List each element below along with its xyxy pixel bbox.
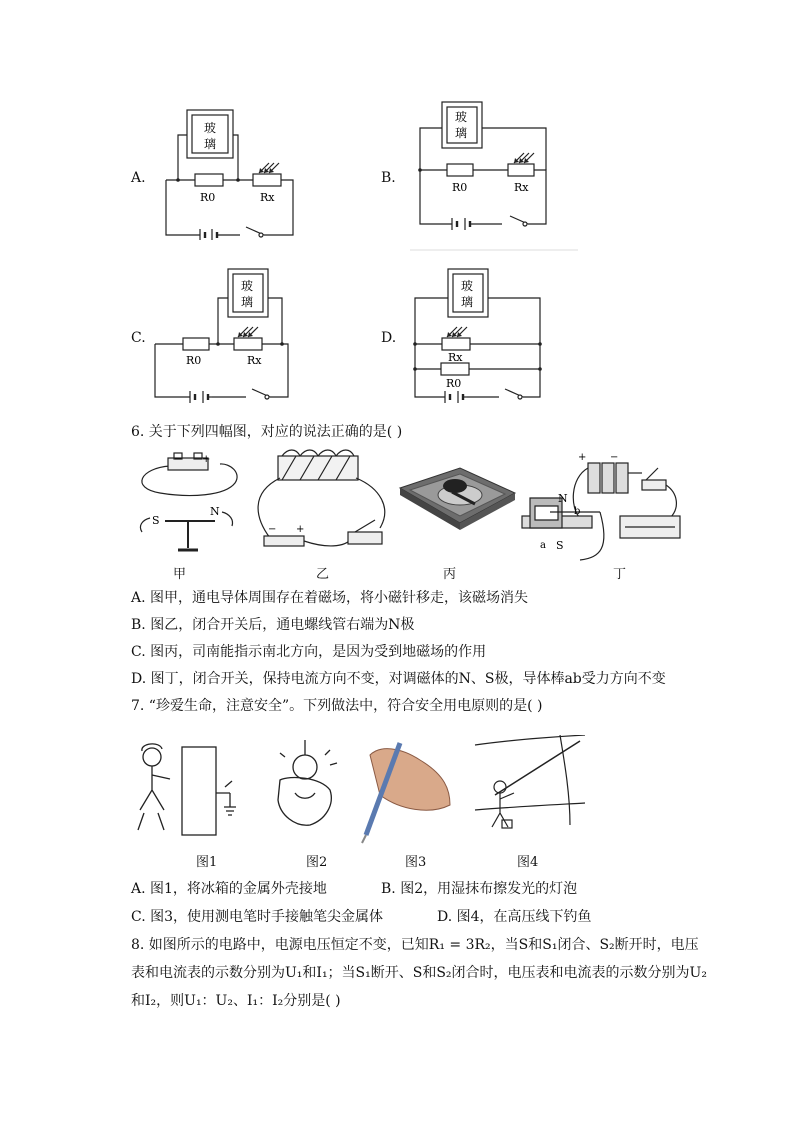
fig-ding-b: b xyxy=(574,506,581,517)
r0-label-c: R0 xyxy=(186,354,202,367)
fig-ding-plus: + xyxy=(578,452,587,463)
fig-jia-n: N xyxy=(210,505,220,518)
fig-ding-s: S xyxy=(556,539,564,552)
option-c-letter[interactable]: C. xyxy=(131,330,146,346)
glass-text-a1: 玻 xyxy=(204,121,217,135)
figure-jia xyxy=(140,453,237,550)
circuit-b xyxy=(410,100,580,255)
glass-text-c1: 玻 xyxy=(241,279,254,293)
glass-text-a2: 璃 xyxy=(204,137,217,151)
q8-line-3: 和I₂，则U₁：U₂、I₁：I₂分别是( ) xyxy=(131,993,341,1009)
fig-yi-minus: − xyxy=(268,524,277,535)
q7-option-b[interactable]: B. 图2，用湿抹布擦发光的灯泡 xyxy=(381,881,578,897)
q6-stem: 6. 关于下列四幅图，对应的说法正确的是( ) xyxy=(131,424,403,440)
glass-text-c2: 璃 xyxy=(241,295,254,309)
glass-text-b1: 玻 xyxy=(455,110,468,124)
circuit-a xyxy=(160,105,300,240)
q6-option-d[interactable]: D. 图丁，闭合开关，保持电流方向不变，对调磁体的N、S极，导体棒ab受力方向不变 xyxy=(131,671,666,687)
q6-label-jia: 甲 xyxy=(173,567,187,582)
q7-label-1: 图1 xyxy=(196,855,218,870)
glass-text-d2: 璃 xyxy=(461,295,474,309)
fig-ding-a: a xyxy=(540,540,546,551)
q6-label-bing: 丙 xyxy=(443,567,457,582)
option-d-letter[interactable]: D. xyxy=(381,330,397,346)
rx-label-c: Rx xyxy=(247,354,262,367)
q7-figures xyxy=(130,735,600,845)
r0-label-a: R0 xyxy=(200,191,216,204)
q7-option-a[interactable]: A. 图1，将冰箱的金属外壳接地 xyxy=(131,881,327,897)
figure-4 xyxy=(475,735,585,828)
q7-option-d[interactable]: D. 图4，在高压线下钓鱼 xyxy=(437,909,592,925)
q8-line-1: 8. 如图所示的电路中，电源电压恒定不变，已知R₁ = 3R₂，当S和S₁闭合、S₂断开时，电压 xyxy=(131,937,699,953)
fig-ding-minus: − xyxy=(610,452,619,463)
r0-label-d: R0 xyxy=(446,377,462,390)
q6-label-yi: 乙 xyxy=(316,567,330,582)
option-a-letter[interactable]: A. xyxy=(131,170,146,186)
r0-label-b: R0 xyxy=(452,181,468,194)
fig-jia-minus: − xyxy=(174,454,183,465)
fig-jia-plus: + xyxy=(202,454,211,465)
q7-label-4: 图4 xyxy=(517,855,539,870)
rx-label-b: Rx xyxy=(514,181,529,194)
circuit-c xyxy=(150,266,300,416)
glass-text-b2: 璃 xyxy=(455,126,468,140)
rx-label-d: Rx xyxy=(448,351,463,364)
option-b-letter[interactable]: B. xyxy=(381,170,396,186)
fig-jia-s: S xyxy=(152,514,160,527)
figure-yi xyxy=(258,450,385,546)
figure-3 xyxy=(362,743,450,843)
figure-2 xyxy=(278,740,337,825)
q7-stem: 7. “珍爱生命，注意安全”。下列做法中，符合安全用电原则的是( ) xyxy=(131,698,543,714)
fig-ding-n: N xyxy=(558,492,568,505)
rx-label-a: Rx xyxy=(260,191,275,204)
q7-label-3: 图3 xyxy=(405,855,427,870)
figure-1 xyxy=(138,744,236,835)
q6-option-b[interactable]: B. 图乙，闭合开关后，通电螺线管右端为N极 xyxy=(131,617,415,633)
q8-line-2: 表和电流表的示数分别为U₁和I₁；当S₁断开、S和S₂闭合时，电压表和电流表的示数分别为U₂ xyxy=(131,965,707,981)
glass-text-d1: 玻 xyxy=(461,279,474,293)
fig-yi-plus: + xyxy=(296,524,305,535)
circuit-d xyxy=(405,266,550,416)
q6-label-ding: 丁 xyxy=(613,567,627,582)
q7-option-c[interactable]: C. 图3，使用测电笔时手接触笔尖金属体 xyxy=(131,909,384,925)
figure-bing xyxy=(400,468,515,530)
q6-figures xyxy=(130,448,690,583)
q6-option-c[interactable]: C. 图丙，司南能指示南北方向，是因为受到地磁场的作用 xyxy=(131,644,487,660)
q6-option-a[interactable]: A. 图甲，通电导体周围存在着磁场，将小磁针移走，该磁场消失 xyxy=(131,590,529,606)
q7-label-2: 图2 xyxy=(306,855,328,870)
